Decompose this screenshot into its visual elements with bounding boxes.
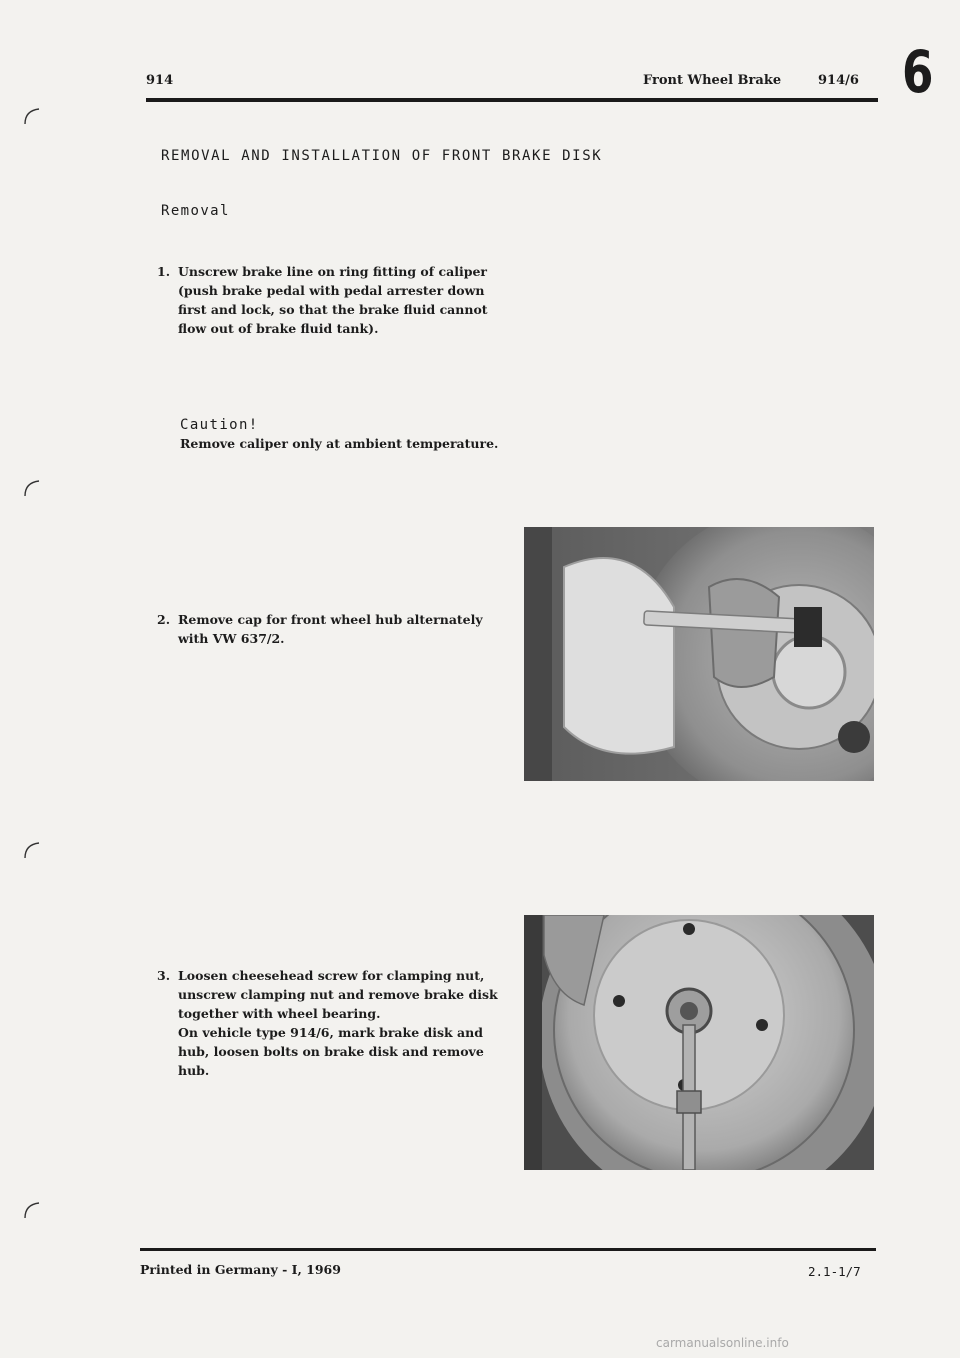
header-variant: 914/6	[818, 73, 859, 88]
caution-text: Remove caliper only at ambient temperature.	[180, 436, 499, 451]
step-number: 1.	[157, 264, 171, 279]
step-line: first and lock, so that the brake fluid cannot	[178, 302, 488, 317]
step-line: Unscrew brake line on ring fitting of caliper	[178, 264, 487, 279]
step-line: together with wheel bearing.	[178, 1006, 381, 1021]
step-line: (push brake pedal with pedal arrester down	[178, 283, 485, 298]
watermark: carmanualsonline.info	[656, 1336, 789, 1350]
step-line: On vehicle type 914/6, mark brake disk and	[178, 1025, 483, 1040]
step-line: hub.	[178, 1063, 210, 1078]
header-rule	[146, 98, 878, 102]
step-line: with VW 637/2.	[178, 631, 285, 646]
binder-hole-mark	[22, 1200, 42, 1220]
step-1	[157, 262, 498, 338]
caution-heading: Caution!	[180, 417, 259, 433]
binder-hole-mark	[22, 840, 42, 860]
step-3	[157, 966, 498, 1080]
header-model: 914	[146, 73, 174, 88]
step-line: flow out of brake fluid tank).	[178, 321, 379, 336]
photo-hub-cap-removal	[524, 527, 874, 781]
step-number: 2.	[157, 612, 171, 627]
step-line: Remove cap for front wheel hub alternately	[178, 612, 483, 627]
photo-brake-disk-removal	[524, 915, 874, 1170]
binder-hole-mark	[22, 106, 42, 126]
page-title: REMOVAL AND INSTALLATION OF FRONT BRAKE DISK	[161, 148, 603, 164]
step-line: unscrew clamping nut and remove brake disk	[178, 987, 498, 1002]
step-2	[157, 610, 498, 648]
step-line: Loosen cheesehead screw for clamping nut,	[178, 968, 485, 983]
step-number: 3.	[157, 968, 171, 983]
subsection-heading: Removal	[161, 203, 230, 219]
footer-print-info: Printed in Germany - I, 1969	[140, 1262, 341, 1277]
footer-rule	[140, 1248, 876, 1251]
section-number: 6	[902, 38, 932, 106]
step-line: hub, loosen bolts on brake disk and remove	[178, 1044, 484, 1059]
footer-page-number: 2.1-1/7	[808, 1264, 861, 1279]
header-section-title: Front Wheel Brake	[643, 73, 782, 88]
binder-hole-mark	[22, 478, 42, 498]
